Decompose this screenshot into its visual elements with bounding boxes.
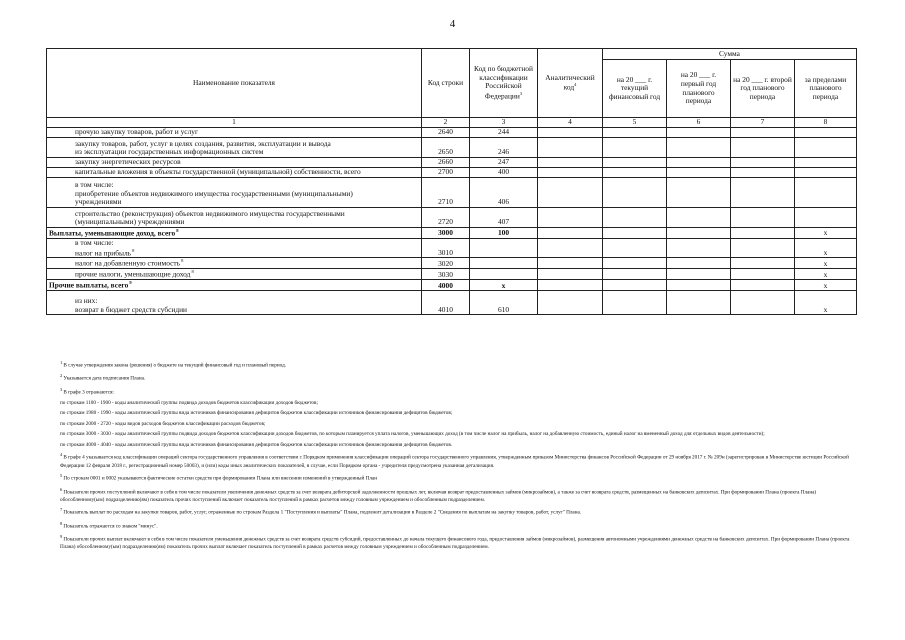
table-row xyxy=(47,269,857,280)
table-row xyxy=(47,238,857,258)
col-number: 6 xyxy=(667,118,731,128)
footnote: по строкам 1100 - 1900 - коды аналитической группы подвида доходов бюджетов классификации доходов бюджетов; xyxy=(60,399,318,406)
row-sum-first xyxy=(667,128,731,138)
row-sum-second xyxy=(731,138,795,158)
col-number: 5 xyxy=(603,118,667,128)
col-number: 1 xyxy=(47,118,422,128)
row-sum-second xyxy=(731,208,795,228)
footnote: по строкам 4000 - 4040 - коды аналитической группы вида источников финансирования дефицитов бюджетов классификации источников финансирования дефицитов бюджетов. xyxy=(60,441,453,448)
row-name: в том числе: приобретение объектов недвижимого имущества государственными (муниципальными) учреждениями xyxy=(47,178,422,208)
row-analytic-code xyxy=(538,280,603,291)
footnote: $^8$ Показатель отражается со знаком "минус". xyxy=(60,520,158,530)
table-row xyxy=(47,228,857,239)
row-code: 2700 xyxy=(422,168,470,178)
row-code: 3010 xyxy=(422,238,470,258)
row-analytic-code xyxy=(538,228,603,239)
row-sum-second xyxy=(731,128,795,138)
row-name: закупку энергетических ресурсов xyxy=(47,158,422,168)
table-row xyxy=(47,178,857,208)
row-name: в том числе: налог на прибыль $^8$ xyxy=(47,238,422,258)
row-budget-code xyxy=(470,269,538,280)
footnote: $^3$ В графе 3 отражаются: xyxy=(60,386,114,396)
header-sum: Сумма xyxy=(603,49,857,60)
row-sum-second xyxy=(731,228,795,239)
table-row xyxy=(47,158,857,168)
row-sum-second xyxy=(731,238,795,258)
row-analytic-code xyxy=(538,238,603,258)
row-analytic-code xyxy=(538,258,603,269)
row-sum-current xyxy=(603,158,667,168)
header-year-current: на 20 ___ г. текущий финансовый год xyxy=(603,60,667,118)
footnote: $^7$ Показатель выплат по расходам на закупки товаров, работ, услуг, отраженные по строкам Раздела 1 "Поступления и выплаты" Плана, подлежит детализации в Разделе 2 "Сведения по выплатам на закупку товаров, работ, услуг" Плана. xyxy=(60,507,582,517)
col-number: 2 xyxy=(422,118,470,128)
row-sum-current xyxy=(603,208,667,228)
row-name: строительство (реконструкция) объектов недвижимого имущества государственными (муниципальными) учреждениями xyxy=(47,208,422,228)
row-sum-beyond: х xyxy=(795,258,857,269)
footnotes xyxy=(46,360,856,555)
row-sum-second xyxy=(731,291,795,315)
header-year-second: на 20 ___ г. второй год планового периода xyxy=(731,60,795,118)
row-sum-current xyxy=(603,228,667,239)
row-analytic-code xyxy=(538,178,603,208)
row-sum-second xyxy=(731,158,795,168)
financial-plan-table xyxy=(46,48,857,315)
row-sum-beyond xyxy=(795,158,857,168)
row-code: 2710 xyxy=(422,178,470,208)
row-sum-second xyxy=(731,168,795,178)
page-number: 4 xyxy=(449,18,456,30)
row-budget-code: х xyxy=(470,280,538,291)
footnote: $^9$ Показатели прочих выплат включают в себя в том числе показатели уменьшения денежных средств за счет возврата средств субсидий, предоставленных до начала текущего финансового года, предоставления займов (микрозаймов), размещения автономными учреждениями денежных средств на банковских депозитах. При формировании Плана (проекта Плана) обособленному(ым) подразделению(ям) показатель прочих выплат включает показатель поступлений в рамках расчетов между головным учреждением и обособленным подразделением. xyxy=(60,533,850,551)
row-sum-current xyxy=(603,238,667,258)
row-sum-beyond xyxy=(795,138,857,158)
row-budget-code: 400 xyxy=(470,168,538,178)
header-code: Код строки xyxy=(422,49,470,118)
header-budget-code: Код по бюджетной классификации Российской Федерации$^3$ xyxy=(470,49,538,118)
row-sum-current xyxy=(603,291,667,315)
table-row xyxy=(47,258,857,269)
row-sum-first xyxy=(667,168,731,178)
row-budget-code: 407 xyxy=(470,208,538,228)
table-row xyxy=(47,280,857,291)
row-sum-first xyxy=(667,291,731,315)
row-budget-code: 100 xyxy=(470,228,538,239)
row-name: прочую закупку товаров, работ и услуг xyxy=(47,128,422,138)
row-sum-second xyxy=(731,280,795,291)
row-analytic-code xyxy=(538,138,603,158)
row-sum-first xyxy=(667,178,731,208)
table-body xyxy=(47,128,857,315)
row-sum-first xyxy=(667,238,731,258)
header-beyond: за пределами планового периода xyxy=(795,60,857,118)
row-sum-current xyxy=(603,258,667,269)
header-analytic-code: Аналитический код$^4$ xyxy=(538,49,603,118)
row-analytic-code xyxy=(538,208,603,228)
row-sum-beyond xyxy=(795,208,857,228)
row-sum-first xyxy=(667,269,731,280)
footnote: $^6$ Показатели прочих поступлений включают в себя в том числе показатели увеличения денежных средств за счет возврата дебиторской задолженности прошлых лет, включая возврат предоставленных займов (микрозаймов), а также за счет возврата средств, размещенных на банковских депозитах. При формировании Плана (проекта Плана) обособленному(ым) подразделению(ям) показатель прочих поступлений включает показатель поступлений в рамках расчетов между головным учреждением и обособленным подразделением. xyxy=(60,486,817,503)
row-sum-second xyxy=(731,269,795,280)
row-analytic-code xyxy=(538,168,603,178)
row-analytic-code xyxy=(538,158,603,168)
row-sum-current xyxy=(603,138,667,158)
row-sum-beyond: х xyxy=(795,228,857,239)
row-analytic-code xyxy=(538,128,603,138)
footnote: $^1$ В случае утверждения закона (решения) о бюджете на текущий финансовый год и плановый период. xyxy=(60,360,287,369)
table-row xyxy=(47,128,857,138)
table-row xyxy=(47,291,857,315)
row-name: закупку товаров, работ, услуг в целях создания, развития, эксплуатации и вывода из эксплуатации государственных информационных систем xyxy=(47,138,422,158)
table-row xyxy=(47,138,857,158)
footnote: $^5$ По строкам 0001 и 0002 указываются фактические остатки средств при формировании Плана или внесении изменений в утвержденный План xyxy=(60,473,378,482)
row-sum-current xyxy=(603,128,667,138)
header-year-first: на 20 ___ г. первый год планового периода xyxy=(667,60,731,118)
row-budget-code xyxy=(470,258,538,269)
col-number: 3 xyxy=(470,118,538,128)
row-budget-code xyxy=(470,238,538,258)
row-sum-beyond: х xyxy=(795,238,857,258)
row-sum-first xyxy=(667,228,731,239)
row-analytic-code xyxy=(538,269,603,280)
row-sum-first xyxy=(667,280,731,291)
footnote: по строкам 2000 - 2720 - коды видов расходов бюджетов классификации расходов бюджетов; xyxy=(60,420,266,427)
row-sum-first xyxy=(667,208,731,228)
row-budget-code: 247 xyxy=(470,158,538,168)
row-analytic-code xyxy=(538,291,603,315)
row-sum-current xyxy=(603,178,667,208)
row-code: 3000 xyxy=(422,228,470,239)
row-code: 3030 xyxy=(422,269,470,280)
row-code: 4000 xyxy=(422,280,470,291)
row-sum-first xyxy=(667,138,731,158)
row-sum-beyond: х xyxy=(795,269,857,280)
table-row xyxy=(47,208,857,228)
row-sum-beyond: х xyxy=(795,280,857,291)
row-sum-second xyxy=(731,178,795,208)
row-code: 2720 xyxy=(422,208,470,228)
col-number: 7 xyxy=(731,118,795,128)
row-name: прочие налоги, уменьшающие доход $^8$ xyxy=(47,269,422,280)
row-name: из них: возврат в бюджет средств субсидии xyxy=(47,291,422,315)
footnote: $^4$ В графе 4 указывается код классификации операций сектора государственного управления в соответствии с Порядком применения классификации операций сектора государственного управления, утвержденным приказом Министерства финансов Российской Федерации от 29 ноября 2017 г. № 209н (зарегистрирован в Министерстве юстиции Российской Федерации 12 февраля 2018 г., регистрационный номер 50003), и (или) коды иных аналитических показателей, в случае, если Порядком органа - учредителя предусмотрена указанная детализация. xyxy=(60,452,849,469)
table-row xyxy=(47,168,857,178)
row-code: 2650 xyxy=(422,138,470,158)
footnote: по строкам 1980 - 1990 - коды аналитической группы вида источников финансирования дефицитов бюджетов классификации источников финансирования дефицитов бюджетов; xyxy=(60,410,453,417)
row-sum-beyond xyxy=(795,178,857,208)
row-name: капитальные вложения в объекты государственной (муниципальной) собственности, всего xyxy=(47,168,422,178)
row-name: Выплаты, уменьшающие доход, всего $^8$ xyxy=(47,228,422,239)
header-name: Наименование показателя xyxy=(47,49,422,118)
row-budget-code: 246 xyxy=(470,138,538,158)
row-sum-current xyxy=(603,280,667,291)
row-sum-beyond xyxy=(795,168,857,178)
row-sum-first xyxy=(667,258,731,269)
row-name: налог на добавленную стоимость $^8$ xyxy=(47,258,422,269)
footnote: по строкам 3000 - 3030 - коды аналитической группы подвида доходов бюджетов классификации доходов бюджетов, по которым планируется уплата налогов, уменьшающих доход (в том числе налог на прибыль, налог на добавленную стоимость, единый налог на вмененный доход для отдельных видов деятельности); xyxy=(60,431,765,438)
col-number: 8 xyxy=(795,118,857,128)
header-row-1 xyxy=(47,49,857,60)
row-code: 4010 xyxy=(422,291,470,315)
row-budget-code: 610 xyxy=(470,291,538,315)
row-sum-first xyxy=(667,158,731,168)
row-sum-second xyxy=(731,258,795,269)
row-sum-current xyxy=(603,269,667,280)
row-code: 2660 xyxy=(422,158,470,168)
row-sum-beyond: х xyxy=(795,291,857,315)
footnote: $^2$ Указывается дата подписания Плана. xyxy=(60,373,146,382)
row-sum-beyond xyxy=(795,128,857,138)
row-code: 2640 xyxy=(422,128,470,138)
row-name: Прочие выплаты, всего $^9$ xyxy=(47,280,422,291)
row-budget-code: 406 xyxy=(470,178,538,208)
col-number: 4 xyxy=(538,118,603,128)
row-code: 3020 xyxy=(422,258,470,269)
row-budget-code: 244 xyxy=(470,128,538,138)
row-sum-current xyxy=(603,168,667,178)
column-number-row xyxy=(47,118,857,128)
